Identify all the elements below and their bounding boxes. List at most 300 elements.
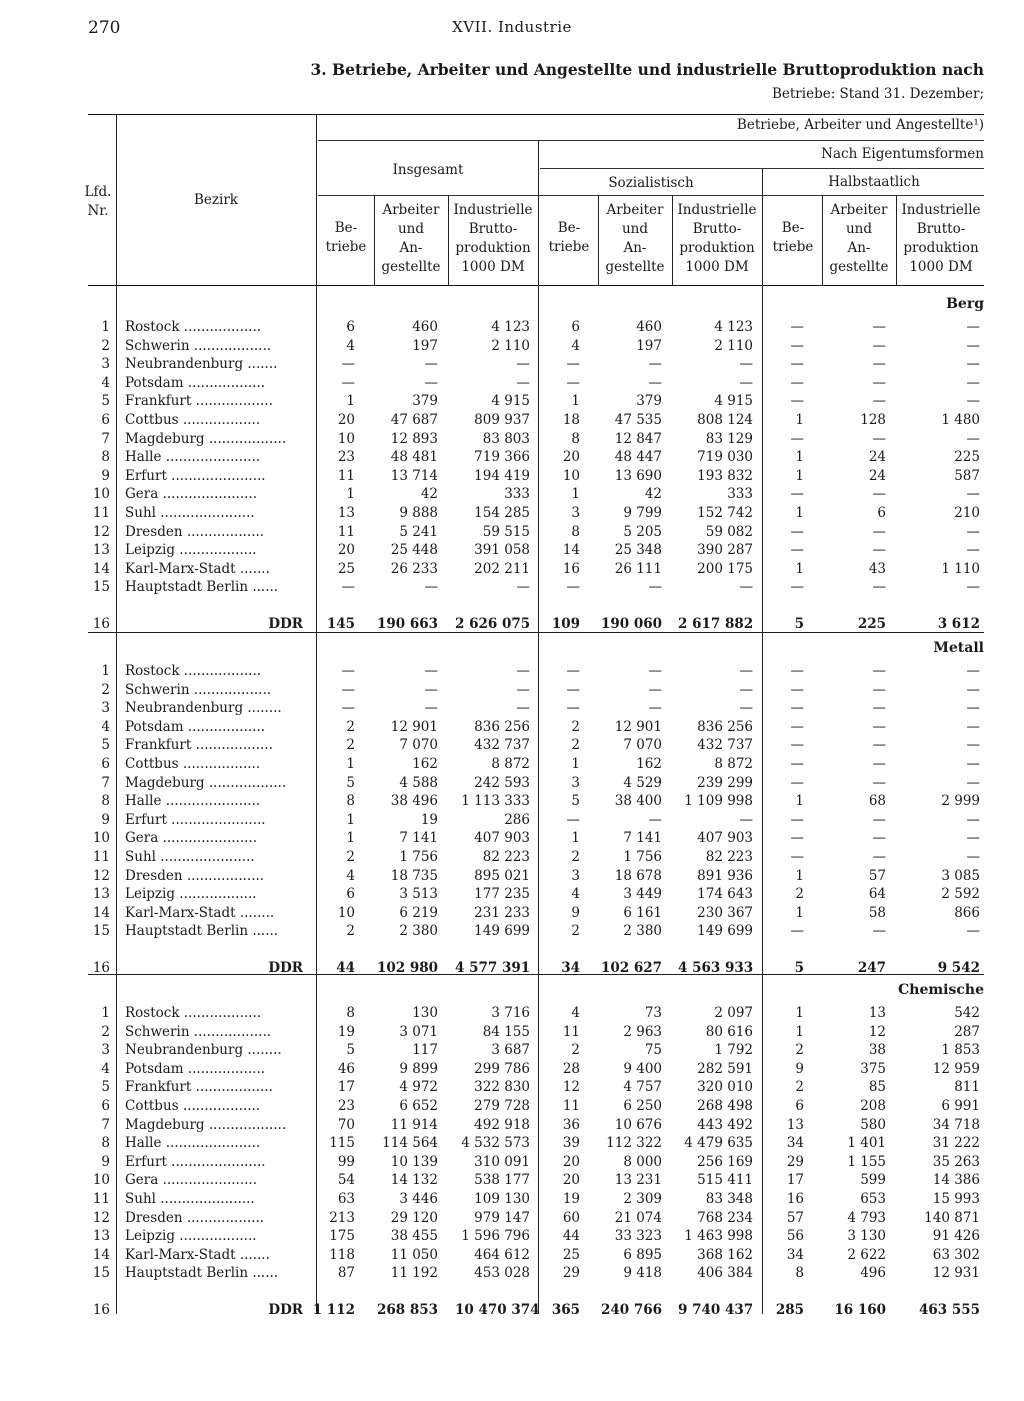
leader-dots: ..................	[204, 430, 287, 447]
leader-dots: ......................	[155, 505, 255, 521]
cell-halb-betriebe: 17	[786, 1172, 804, 1189]
cell-soz-betriebe: 3	[571, 505, 580, 521]
bezirk-name	[125, 718, 307, 736]
cell-halb-betriebe: 29	[786, 1153, 804, 1170]
cell-produktion: 84 155	[482, 1023, 530, 1040]
cell-soz-produktion: 2 110	[714, 337, 753, 354]
leader-dots: ..................	[183, 1060, 266, 1077]
cell-arbeiter: 10 139	[390, 1153, 438, 1170]
row-number: 15	[92, 579, 110, 596]
bezirk-name	[125, 448, 307, 466]
cell-produktion: 432 737	[474, 737, 530, 754]
table-row	[0, 811, 1024, 829]
cell-soz-betriebe: —	[566, 811, 580, 828]
cell-halb-produktion: —	[966, 542, 980, 559]
cell-produktion: 3 687	[491, 1042, 530, 1059]
cell-soz-betriebe: 3	[571, 867, 580, 884]
cell-halb-arbeiter: 208	[860, 1098, 886, 1114]
cell-soz-betriebe: 365	[551, 1302, 580, 1318]
cell-produktion: 4 532 573	[461, 1135, 530, 1152]
cell-soz-arbeiter: 2 963	[623, 1023, 662, 1040]
cell-soz-betriebe: 29	[562, 1265, 580, 1282]
row-number: 2	[101, 1023, 110, 1040]
cell-soz-betriebe: 16	[562, 560, 580, 577]
cell-soz-betriebe: 20	[562, 1153, 580, 1170]
cell-soz-arbeiter: 12 847	[614, 430, 662, 447]
leader-dots: ......	[248, 579, 279, 596]
cell-soz-arbeiter: —	[648, 700, 662, 717]
cell-arbeiter: 11 192	[390, 1265, 438, 1282]
cell-arbeiter: 190 663	[376, 616, 438, 632]
leader-dots: ......................	[155, 1191, 255, 1207]
cell-halb-betriebe: 1	[795, 1023, 804, 1040]
cell-arbeiter: 25 448	[390, 542, 438, 559]
table-row	[0, 681, 1024, 699]
cell-betriebe: 1	[346, 811, 355, 828]
cell-soz-produktion: —	[739, 811, 753, 828]
cell-halb-produktion: —	[966, 374, 980, 391]
cell-betriebe: 175	[329, 1228, 355, 1245]
cell-soz-betriebe: 19	[562, 1191, 580, 1207]
table-row	[0, 467, 1024, 485]
cell-halb-betriebe: 1	[795, 904, 804, 921]
bezirk-name	[125, 1097, 307, 1115]
bezirk-name	[125, 1078, 307, 1096]
row-number: 7	[101, 1116, 110, 1133]
cell-betriebe: 10	[337, 904, 355, 921]
cell-betriebe: 1	[346, 393, 355, 410]
cell-halb-arbeiter: 4 793	[847, 1209, 886, 1226]
cell-soz-arbeiter: 7 070	[623, 737, 662, 754]
bezirk-label: Frankfurt	[125, 737, 192, 754]
row-number: 3	[101, 356, 110, 373]
cell-halb-betriebe: —	[790, 356, 804, 373]
table-row	[0, 1023, 1024, 1041]
cell-halb-betriebe: 56	[786, 1228, 804, 1245]
row-number: 14	[92, 904, 110, 921]
cell-halb-betriebe: 1	[795, 505, 804, 521]
header-rule	[318, 140, 984, 141]
header-betriebe: Be- triebe	[772, 220, 814, 255]
cell-soz-produktion: 9 740 437	[678, 1302, 754, 1318]
cell-betriebe: 4	[346, 337, 355, 354]
cell-soz-betriebe: 9	[571, 904, 580, 921]
cell-halb-arbeiter: —	[872, 319, 886, 335]
cell-produktion: 242 593	[474, 774, 530, 791]
row-number: 14	[92, 1246, 110, 1263]
bezirk-name	[125, 792, 307, 810]
cell-soz-produktion: —	[739, 374, 753, 391]
cell-produktion: 719 366	[474, 449, 530, 466]
cell-produktion: 202 211	[474, 560, 530, 577]
cell-soz-produktion: 406 384	[697, 1265, 753, 1282]
cell-halb-arbeiter: 128	[860, 412, 886, 428]
cell-betriebe: —	[341, 681, 355, 698]
cell-produktion: 177 235	[474, 886, 530, 903]
cell-betriebe: 4	[346, 867, 355, 884]
cell-halb-betriebe: —	[790, 374, 804, 391]
cell-produktion: —	[516, 700, 530, 717]
table-row	[0, 448, 1024, 466]
leader-dots: ......	[248, 1265, 279, 1282]
cell-soz-arbeiter: 25 348	[614, 542, 662, 559]
leader-dots: ........	[243, 1042, 282, 1059]
cell-halb-produktion: 63 302	[932, 1246, 980, 1263]
cell-halb-betriebe: 13	[786, 1116, 804, 1133]
cell-halb-betriebe: —	[790, 393, 804, 410]
running-head: XVII. Industrie	[452, 18, 572, 36]
bezirk-label: Rostock	[125, 319, 180, 335]
cell-arbeiter: 38 496	[390, 793, 438, 810]
table-row	[0, 662, 1024, 680]
cell-arbeiter: —	[424, 374, 438, 391]
cell-produktion: 895 021	[474, 867, 530, 884]
bezirk-label: Hauptstadt Berlin	[125, 923, 249, 940]
bezirk-name	[125, 1264, 307, 1282]
cell-arbeiter: 19	[420, 811, 438, 828]
cell-halb-betriebe: —	[790, 663, 804, 679]
cell-soz-arbeiter: 460	[636, 319, 662, 335]
cell-soz-betriebe: —	[566, 663, 580, 679]
cell-soz-arbeiter: 9 418	[623, 1265, 662, 1282]
cell-soz-betriebe: 60	[562, 1209, 580, 1226]
cell-soz-arbeiter: —	[648, 356, 662, 373]
cell-soz-arbeiter: 3 449	[623, 886, 662, 903]
cell-betriebe: 6	[346, 319, 355, 335]
header-halbstaatlich: Halbstaatlich	[828, 174, 920, 190]
bezirk-label: Cottbus	[125, 756, 179, 772]
cell-halb-produktion: —	[966, 523, 980, 540]
cell-soz-produktion: 368 162	[697, 1246, 753, 1263]
bezirk-name	[125, 485, 307, 503]
cell-halb-arbeiter: —	[872, 681, 886, 698]
bezirk-label: Halle	[125, 793, 162, 810]
bezirk-name	[125, 829, 307, 847]
page-number: 270	[88, 18, 121, 38]
cell-halb-arbeiter: —	[872, 718, 886, 735]
bezirk-name	[125, 1004, 307, 1022]
cell-halb-arbeiter: 13	[868, 1005, 886, 1021]
cell-arbeiter: 18 735	[390, 867, 438, 884]
cell-soz-betriebe: 36	[562, 1116, 580, 1133]
cell-soz-arbeiter: 47 535	[614, 412, 662, 428]
row-number: 1	[101, 1005, 110, 1021]
cell-halb-produktion: 811	[954, 1079, 980, 1096]
bezirk-label: Leipzig	[125, 1228, 175, 1245]
cell-soz-produktion: 59 082	[705, 523, 753, 540]
cell-halb-arbeiter: —	[872, 737, 886, 754]
row-number: 7	[101, 430, 110, 447]
cell-halb-produktion: —	[966, 830, 980, 847]
cell-halb-betriebe: —	[790, 542, 804, 559]
bezirk-name	[125, 1041, 307, 1059]
cell-halb-betriebe: 9	[795, 1060, 804, 1077]
table-row	[0, 1209, 1024, 1227]
cell-halb-produktion: 12 931	[932, 1265, 980, 1282]
leader-dots: .......	[243, 356, 278, 373]
bezirk-label: Gera	[125, 830, 159, 847]
cell-betriebe: 10	[337, 430, 355, 447]
cell-halb-betriebe: —	[790, 774, 804, 791]
cell-betriebe: 13	[337, 505, 355, 521]
cell-soz-produktion: —	[739, 579, 753, 596]
header-lfd-nr: Lfd. Nr.	[84, 184, 112, 219]
cell-halb-produktion: —	[966, 811, 980, 828]
cell-soz-arbeiter: 8 000	[623, 1153, 662, 1170]
cell-halb-arbeiter: 16 160	[834, 1302, 886, 1318]
bezirk-label: Dresden	[125, 1209, 183, 1226]
leader-dots: .......	[235, 560, 270, 577]
cell-soz-produktion: 193 832	[697, 467, 753, 484]
cell-soz-produktion: 1 109 998	[684, 793, 753, 810]
column-rule	[896, 195, 897, 285]
cell-produktion: 82 223	[482, 849, 530, 865]
cell-halb-betriebe: —	[790, 681, 804, 698]
cell-soz-arbeiter: 33 323	[614, 1228, 662, 1245]
total-label: DDR	[268, 1302, 303, 1318]
bezirk-name	[125, 1209, 307, 1227]
cell-produktion: 10 470 374	[455, 1302, 540, 1318]
table-row	[0, 774, 1024, 792]
cell-arbeiter: 114 564	[382, 1135, 438, 1152]
cell-halb-betriebe: 1	[795, 560, 804, 577]
cell-betriebe: 2	[346, 923, 355, 940]
table-row	[0, 560, 1024, 578]
cell-betriebe: 17	[337, 1079, 355, 1096]
cell-arbeiter: 7 141	[399, 830, 438, 847]
table-row	[0, 1004, 1024, 1022]
bezirk-name	[125, 523, 307, 541]
cell-produktion: 3 716	[491, 1005, 530, 1021]
header-produktion: Industrielle Brutto- produktion 1000 DM	[677, 202, 757, 275]
bezirk-label: Schwerin	[125, 681, 190, 698]
cell-betriebe: 54	[337, 1172, 355, 1189]
cell-halb-arbeiter: 375	[860, 1060, 886, 1077]
cell-halb-arbeiter: 1 155	[847, 1153, 886, 1170]
header-produktion: Industrielle Brutto- produktion 1000 DM	[453, 202, 533, 275]
cell-soz-arbeiter: —	[648, 374, 662, 391]
cell-soz-arbeiter: 2 309	[623, 1191, 662, 1207]
cell-halb-produktion: 34 718	[932, 1116, 980, 1133]
table-row	[0, 755, 1024, 773]
row-number: 13	[92, 542, 110, 559]
table-row	[0, 829, 1024, 847]
cell-betriebe: 2	[346, 718, 355, 735]
cell-soz-arbeiter: 1 756	[623, 849, 662, 865]
cell-soz-produktion: 2 097	[714, 1005, 753, 1021]
cell-betriebe: 19	[337, 1023, 355, 1040]
bezirk-label: Suhl	[125, 505, 156, 521]
bezirk-name	[125, 541, 307, 559]
cell-halb-betriebe: —	[790, 830, 804, 847]
cell-halb-arbeiter: —	[872, 356, 886, 373]
cell-soz-arbeiter: 18 678	[614, 867, 662, 884]
bezirk-name	[125, 867, 307, 885]
bezirk-label: Dresden	[125, 523, 183, 540]
cell-halb-produktion: —	[966, 430, 980, 447]
table-row	[0, 374, 1024, 392]
cell-soz-arbeiter: 379	[636, 393, 662, 410]
cell-halb-arbeiter: —	[872, 579, 886, 596]
leader-dots: ..................	[178, 1098, 261, 1114]
table-row	[0, 1134, 1024, 1152]
cell-betriebe: 5	[346, 774, 355, 791]
header-insgesamt: Insgesamt	[392, 162, 464, 178]
bezirk-name	[125, 848, 307, 866]
cell-halb-betriebe: 34	[786, 1246, 804, 1263]
bezirk-name	[125, 318, 307, 336]
cell-produktion: 407 903	[474, 830, 530, 847]
cell-produktion: 2 626 075	[455, 616, 531, 632]
cell-soz-betriebe: 1	[571, 486, 580, 503]
cell-halb-produktion: 542	[954, 1005, 980, 1021]
cell-halb-arbeiter: —	[872, 663, 886, 679]
row-number: 10	[92, 830, 110, 847]
cell-produktion: 279 728	[474, 1098, 530, 1114]
cell-soz-betriebe: 10	[562, 467, 580, 484]
cell-soz-betriebe: 25	[562, 1246, 580, 1263]
leader-dots: ..................	[182, 523, 265, 540]
cell-betriebe: 6	[346, 886, 355, 903]
cell-halb-arbeiter: 247	[857, 960, 886, 976]
header-arbeiter: Arbeiter und An- gestellte	[829, 202, 889, 275]
cell-arbeiter: 268 853	[376, 1302, 438, 1318]
cell-produktion: 4 123	[491, 319, 530, 335]
cell-produktion: 391 058	[474, 542, 530, 559]
leader-dots: ......................	[158, 830, 257, 847]
section-label: Metall	[933, 640, 984, 656]
cell-soz-produktion: 4 123	[714, 319, 753, 335]
cell-soz-produktion: —	[739, 700, 753, 717]
cell-halb-arbeiter: —	[872, 811, 886, 828]
leader-dots: ..................	[179, 319, 262, 335]
bezirk-label: Potsdam	[125, 1060, 184, 1077]
cell-halb-arbeiter: —	[872, 430, 886, 447]
leader-dots: ........	[235, 904, 275, 921]
bezirk-name	[125, 560, 307, 578]
cell-soz-produktion: —	[739, 663, 753, 679]
leader-dots: ..................	[189, 681, 272, 698]
cell-soz-betriebe: 109	[551, 616, 580, 632]
cell-arbeiter: 117	[412, 1042, 438, 1059]
cell-soz-produktion: 4 563 933	[678, 960, 754, 976]
cell-halb-produktion: —	[966, 337, 980, 354]
row-number: 15	[92, 923, 110, 940]
cell-halb-arbeiter: 64	[868, 886, 886, 903]
table-row	[0, 1264, 1024, 1282]
cell-betriebe: 213	[329, 1209, 355, 1226]
bezirk-label: Karl-Marx-Stadt	[125, 1246, 236, 1263]
row-number: 15	[92, 1265, 110, 1282]
cell-soz-betriebe: 2	[571, 1042, 580, 1059]
cell-produktion: 322 830	[474, 1079, 530, 1096]
cell-arbeiter: 7 070	[399, 737, 438, 754]
cell-soz-arbeiter: 9 400	[623, 1060, 662, 1077]
cell-halb-betriebe: —	[790, 430, 804, 447]
cell-halb-produktion: 12 959	[932, 1060, 980, 1077]
table-row	[0, 392, 1024, 410]
cell-soz-betriebe: 2	[571, 737, 580, 754]
bezirk-name	[125, 922, 307, 940]
table-row	[0, 337, 1024, 355]
cell-soz-arbeiter: 197	[636, 337, 662, 354]
cell-halb-arbeiter: 24	[868, 449, 886, 466]
cell-soz-produktion: 80 616	[705, 1023, 753, 1040]
bezirk-label: Gera	[125, 1172, 159, 1189]
cell-halb-arbeiter: —	[872, 700, 886, 717]
cell-halb-produktion: 866	[954, 904, 980, 921]
cell-arbeiter: 12 901	[390, 718, 438, 735]
cell-produktion: 231 233	[474, 904, 530, 921]
leader-dots: ......................	[166, 467, 266, 484]
cell-halb-produktion: 2 999	[941, 793, 980, 810]
cell-halb-arbeiter: 57	[868, 867, 886, 884]
cell-halb-arbeiter: —	[872, 486, 886, 503]
cell-halb-arbeiter: 38	[868, 1042, 886, 1059]
cell-betriebe: 8	[346, 1005, 355, 1021]
bezirk-name	[125, 681, 307, 699]
bezirk-label: Rostock	[125, 1005, 180, 1021]
bezirk-label: Magdeburg	[125, 774, 205, 791]
row-number: 7	[101, 774, 110, 791]
cell-soz-arbeiter: 2 380	[623, 923, 662, 940]
cell-halb-arbeiter: —	[872, 393, 886, 410]
cell-halb-produktion: 1 853	[941, 1042, 980, 1059]
cell-produktion: 83 803	[482, 430, 530, 447]
bezirk-name	[125, 774, 307, 792]
header-sozialistisch: Sozialistisch	[608, 175, 694, 191]
row-number: 6	[101, 1098, 110, 1114]
bezirk-label: Erfurt	[125, 811, 167, 828]
cell-betriebe: 23	[337, 1098, 355, 1114]
cell-arbeiter: 9 899	[399, 1060, 438, 1077]
cell-produktion: 464 612	[474, 1246, 530, 1263]
bezirk-name	[125, 1153, 307, 1171]
cell-arbeiter: 460	[412, 319, 438, 335]
row-number: 4	[101, 374, 110, 391]
cell-soz-produktion: 268 498	[697, 1098, 753, 1114]
cell-halb-betriebe: 34	[786, 1135, 804, 1152]
table-row	[0, 867, 1024, 885]
cell-halb-produktion: —	[966, 849, 980, 865]
row-number: 11	[92, 1191, 110, 1207]
bezirk-name	[125, 1190, 307, 1208]
cell-arbeiter: 4 972	[399, 1079, 438, 1096]
cell-halb-betriebe: —	[790, 486, 804, 503]
bezirk-name	[125, 411, 307, 429]
cell-betriebe: 5	[346, 1042, 355, 1059]
cell-halb-produktion: —	[966, 700, 980, 717]
table-row	[0, 1078, 1024, 1096]
cell-soz-arbeiter: —	[648, 811, 662, 828]
cell-soz-betriebe: 2	[571, 923, 580, 940]
row-number: 11	[92, 849, 110, 865]
row-number: 2	[101, 681, 110, 698]
cell-betriebe: —	[341, 374, 355, 391]
cell-halb-produktion: —	[966, 579, 980, 596]
cell-produktion: 310 091	[474, 1153, 530, 1170]
cell-soz-betriebe: 1	[571, 756, 580, 772]
cell-soz-arbeiter: 5 205	[623, 523, 662, 540]
cell-soz-produktion: 83 348	[705, 1191, 753, 1207]
cell-arbeiter: 14 132	[390, 1172, 438, 1189]
cell-halb-betriebe: —	[790, 849, 804, 865]
bezirk-label: Schwerin	[125, 1023, 190, 1040]
bezirk-name	[125, 392, 307, 410]
cell-soz-produktion: 200 175	[697, 560, 753, 577]
leader-dots: ..................	[183, 374, 266, 391]
bezirk-label: Potsdam	[125, 718, 184, 735]
